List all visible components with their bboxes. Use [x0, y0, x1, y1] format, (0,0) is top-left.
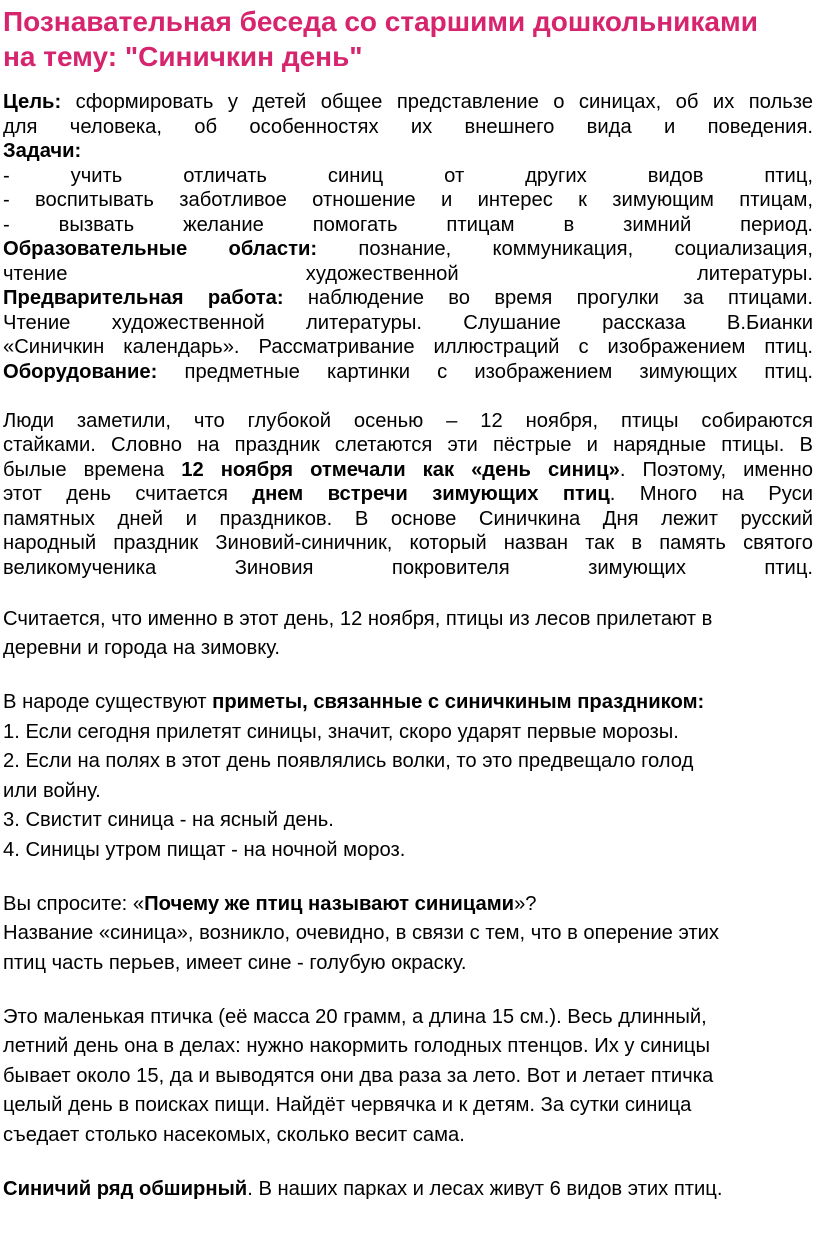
- p4-line-1: [3, 890, 813, 920]
- omen-item-1: 1. Если сегодня прилетят синицы, значит, скоро ударят первые морозы.: [3, 720, 679, 743]
- paragraph-name-origin: [3, 890, 813, 979]
- p4-line-1-bold: Почему же птиц называют синицами: [144, 892, 515, 915]
- prep-line-2: Чтение художественной литературы. Слушание рассказа В.Бианки: [3, 311, 813, 334]
- p3-line-1-bold: приметы, связанные с синичкиным праздником:: [212, 691, 705, 713]
- omen-item-4: 4. Синицы утром пищат - на ночной мороз.: [3, 838, 406, 861]
- prep-line-3: «Синичкин календарь». Рассматривание иллюстраций с изображением птиц.: [3, 336, 813, 358]
- prep-text-1: наблюдение во время прогулки за птицами.: [283, 287, 813, 309]
- p2-line-2: деревни и города на зимовку.: [3, 637, 280, 659]
- p1-line-5: памятных дней и праздников. В основе Синичкина Дня лежит русский: [3, 507, 813, 530]
- spacer: [3, 978, 813, 1003]
- spacer: [3, 580, 813, 605]
- paragraph-omens: [3, 688, 813, 865]
- p4-line-1-text-c: »?: [514, 892, 537, 915]
- goal-label: Цель:: [3, 91, 62, 113]
- p3-line-1: [3, 688, 813, 718]
- task-item-3: - вызвать желание помогать птицам в зимний период.: [3, 213, 813, 236]
- paragraph-little-bird: [3, 1003, 813, 1151]
- p6-line-1: [3, 1175, 813, 1205]
- p6-line-1-bold: Синичий ряд обширный: [3, 1177, 248, 1200]
- p1-line-4-text-c: . Много на Руси: [609, 483, 813, 505]
- p1-line-3-text-a: былые времена: [3, 458, 182, 481]
- p4-line-2: Название «синица», возникло, очевидно, в связи с тем, что в оперение этих: [3, 922, 719, 944]
- spacer: [3, 664, 813, 689]
- goal-text-1: сформировать у детей общее представление о синицах, об их пользе: [61, 91, 813, 113]
- prep-label: Предварительная работа:: [3, 287, 284, 309]
- omen-item-2-cont: или войну.: [3, 779, 101, 802]
- p1-line-1: Люди заметили, что глубокой осенью – 12 ноября, птицы собираются: [3, 409, 813, 432]
- tasks-label-line: [3, 139, 813, 164]
- p1-line-7: великомученика Зиновия покровителя зимующих птиц.: [3, 556, 813, 579]
- p1-line-3-bold: 12 ноября отмечали как «день синиц»: [181, 458, 620, 481]
- areas-line-2: чтение художественной литературы.: [3, 262, 813, 285]
- spacer: [3, 865, 813, 890]
- p4-line-1-text-a: Вы спросите: «: [3, 892, 145, 915]
- p4-line-3: птиц часть перьев, имеет сине - голубую окраску.: [3, 951, 467, 974]
- omen-item-2: 2. Если на полях в этот день появлялись волки, то это предвещало голод: [3, 750, 694, 772]
- paragraph-arrival: [3, 605, 813, 664]
- equip-label: Оборудование:: [3, 360, 158, 383]
- areas-label: Образовательные области:: [3, 238, 318, 260]
- task-item-2: - воспитывать заботливое отношение и интерес к зимующим птицам,: [3, 189, 813, 211]
- p6-line-1-text: . В наших парках и лесах живут 6 видов этих птиц.: [247, 1177, 723, 1200]
- goal-line-2: для человека, об особенностях их внешнего вида и поведения.: [3, 115, 813, 138]
- p1-line-4-text-a: этот день считается: [3, 483, 253, 505]
- intro-section: [3, 90, 813, 384]
- paragraph-species: [3, 1175, 813, 1205]
- areas-text-1: познание, коммуникация, социализация,: [317, 238, 813, 260]
- spacer: [3, 1150, 813, 1175]
- paragraph-titmouse-day: [3, 409, 813, 581]
- p1-line-4: [3, 482, 813, 507]
- prep-line-1: [3, 286, 813, 311]
- p1-line-6: народный праздник Зиновий-синичник, который назван так в память святого: [3, 532, 813, 554]
- p5-line-1: Это маленькая птичка (её масса 20 грамм, а длина 15 см.). Весь длинный,: [3, 1005, 707, 1028]
- title-line-2: на тему: "Синичкин день": [3, 41, 363, 72]
- p5-line-3: бывает около 15, да и выводятся они два раза за лето. Вот и летает птичка: [3, 1064, 714, 1087]
- goal-line-1: [3, 90, 813, 115]
- omen-item-3: 3. Свистит синица - на ясный день.: [3, 809, 334, 831]
- p1-line-4-bold: днем встречи зимующих птиц: [252, 483, 610, 505]
- p5-line-4: целый день в поисках пищи. Найдёт червячка и к детям. За сутки синица: [3, 1094, 692, 1116]
- p1-line-3-text-c: . Поэтому, именно: [619, 458, 813, 481]
- p5-line-5: съедает столько насекомых, сколько весит сама.: [3, 1123, 465, 1146]
- title-line-1: Познавательная беседа со старшими дошкольниками: [3, 6, 758, 37]
- areas-line-1: [3, 237, 813, 262]
- p1-line-3: [3, 458, 813, 483]
- task-item-1: - учить отличать синиц от других видов птиц,: [3, 164, 813, 187]
- p5-line-2: летний день она в делах: нужно накормить голодных птенцов. Их у синицы: [3, 1035, 710, 1057]
- equip-text: предметные картинки с изображением зимующих птиц.: [157, 360, 813, 383]
- equip-line: [3, 360, 813, 385]
- spacer: [3, 384, 813, 409]
- tasks-label: Задачи:: [3, 140, 82, 162]
- p1-line-2: стайками. Словно на праздник слетаются эти пёстрые и нарядные птицы. В: [3, 434, 813, 456]
- page-title: [3, 0, 813, 74]
- p2-line-1: Считается, что именно в этот день, 12 ноября, птицы из лесов прилетают в: [3, 607, 713, 630]
- p3-line-1-text: В народе существуют: [3, 691, 213, 713]
